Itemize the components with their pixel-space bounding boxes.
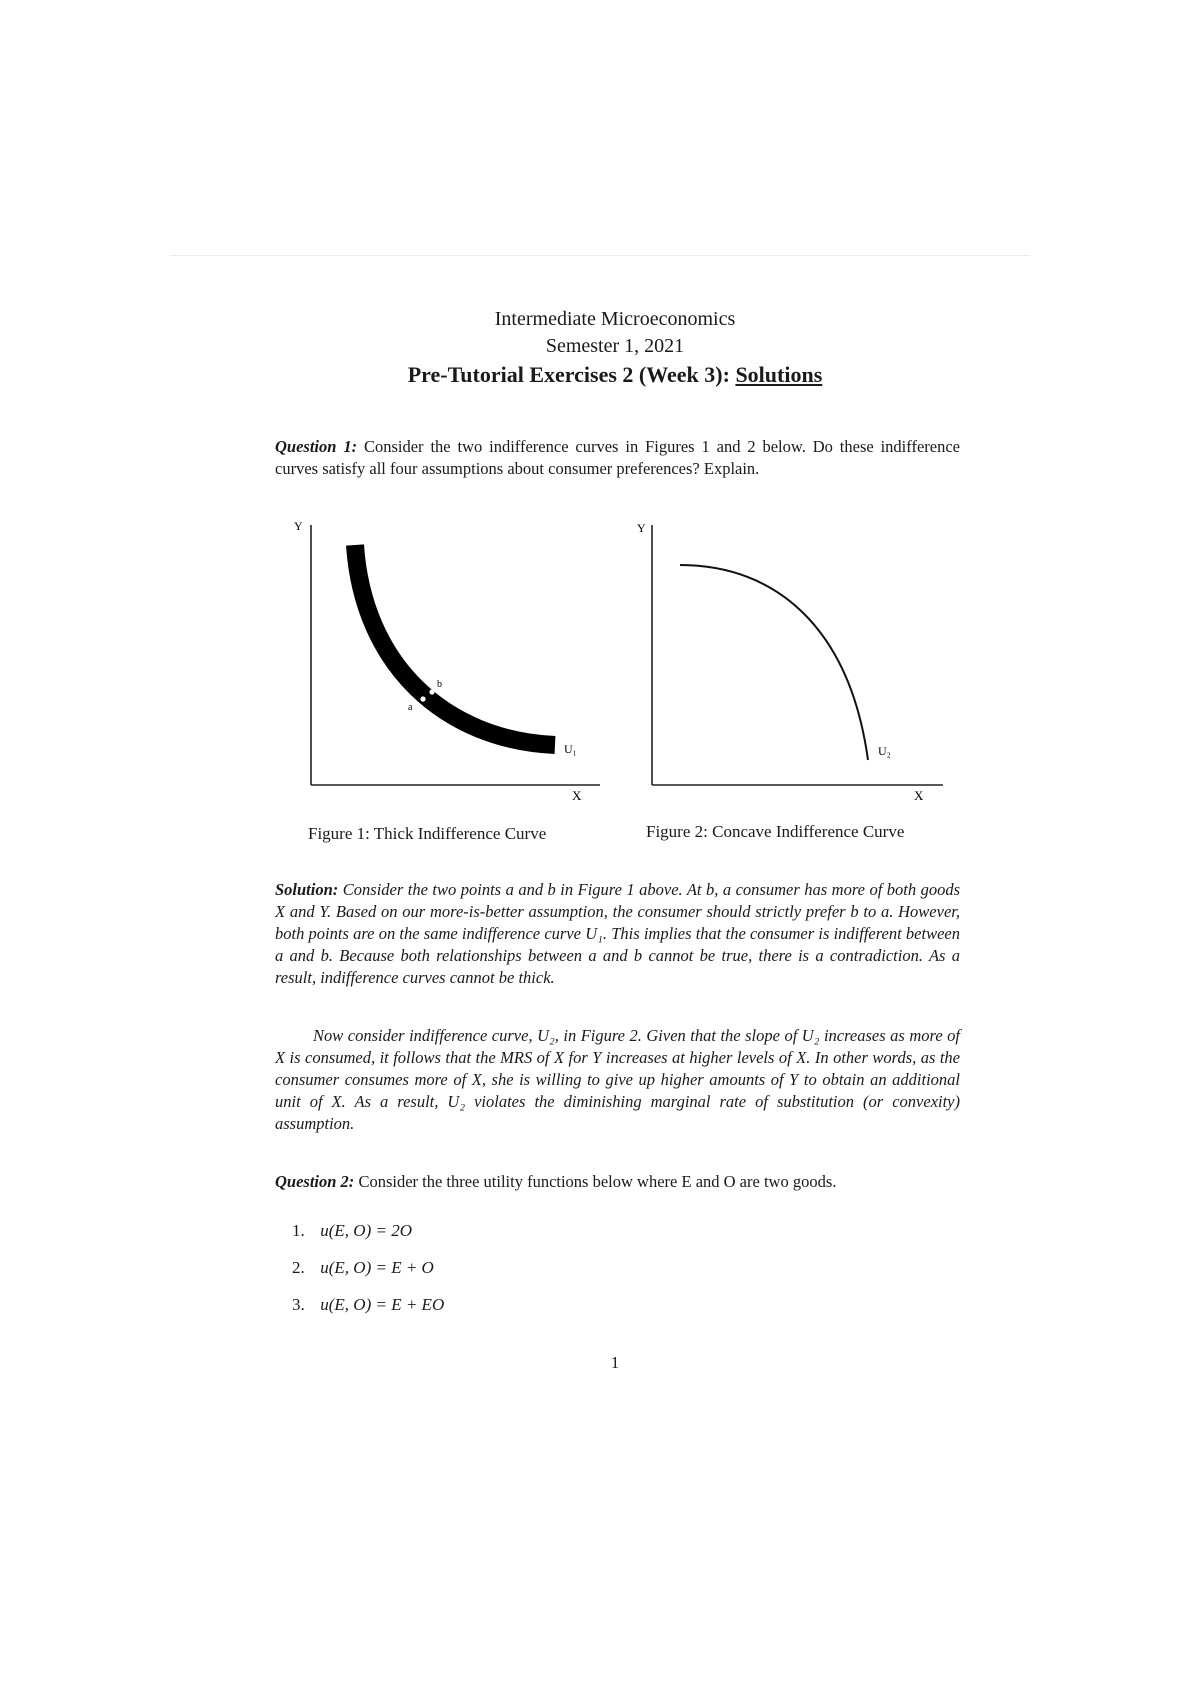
list-item-number: 1. [292,1221,305,1240]
top-rule [170,255,1030,256]
question-1-label: Question 1: [275,437,358,456]
solution-label: Solution: [275,880,339,899]
list-item-number: 2. [292,1258,305,1277]
fig1-point-a-marker [420,696,425,701]
course-title: Intermediate Microeconomics [494,308,736,330]
question-2-label: Question 2: [275,1172,355,1191]
fig1-curve-label: U₁ [564,742,577,756]
fig1-x-axis-label: X [572,788,582,803]
list-item-expression: u(E, O) = E + EO [320,1295,445,1314]
figure-2-caption: Figure 2: Concave Indifference Curve [646,822,905,841]
fig1-thick-curve-u1 [355,545,555,745]
list-item [292,1220,444,1257]
fig2-y-axis-label: Y [637,521,646,535]
solutions-label: Solutions [735,362,823,387]
question-1-text: Consider the two indifference curves in Figures 1 and 2 below. Do these indifference curves satisfy all four assumptions about consumer preferences? Explain. [275,437,960,478]
fig1-y-axis-label: Y [294,519,303,533]
solution-paragraph-2: Now consider indifference curve, U₂, in Figure 2. Given that the slope of U₂ increases as more of X is consumed, it follows that the MRS of X for Y increases at higher levels of X. In other words, as the consumer consumes more of X, she is willing to give up higher amounts of Y to obtain an additional unit of X. As a result, U₂ violates the diminishing marginal rate of substitution (or convexity) assumption. [275,1026,960,1133]
exercise-title-main: Pre-Tutorial Exercises 2 (Week 3): [407,362,736,387]
list-item-number: 3. [292,1295,305,1314]
figure-2-concave-indifference-curve [628,515,948,805]
list-item [292,1257,444,1294]
figure-1-thick-indifference-curve [285,515,605,805]
fig2-x-axis-label: X [914,788,924,803]
page-number: 1 [610,1353,620,1372]
question-1 [275,436,960,480]
exercise-title [0,360,1200,389]
solution-text-1: Consider the two points a and b in Figure 1 above. At b, a consumer has more of both goods X and Y. Based on our more-is-better assumption, the consumer should strictly prefer b to a. However, both points are on the same indifference curve U₁. This implies that the consumer is indifferent between a and b. Because both relationships between a and b cannot be true, there is a contradiction. As a result, indifference curves cannot be thick. [275,880,961,987]
question-2 [275,1171,960,1193]
list-item [292,1294,444,1331]
list-item-expression: u(E, O) = E + O [320,1258,434,1277]
list-item-expression: u(E, O) = 2O [320,1221,412,1240]
fig2-concave-curve-u2 [680,565,868,760]
fig1-point-b-label: b [437,679,442,690]
solution-paragraph-1 [275,879,960,989]
fig2-curve-label: U₂ [878,744,891,758]
figure-1-caption: Figure 1: Thick Indifference Curve [308,824,547,843]
fig1-point-b-marker [429,689,434,694]
fig1-point-a-label: a [408,702,413,713]
semester: Semester 1, 2021 [545,335,685,357]
document-header [0,306,1200,389]
question-2-text: Consider the three utility functions below where E and O are two goods. [358,1172,837,1191]
utility-function-list [292,1220,444,1331]
